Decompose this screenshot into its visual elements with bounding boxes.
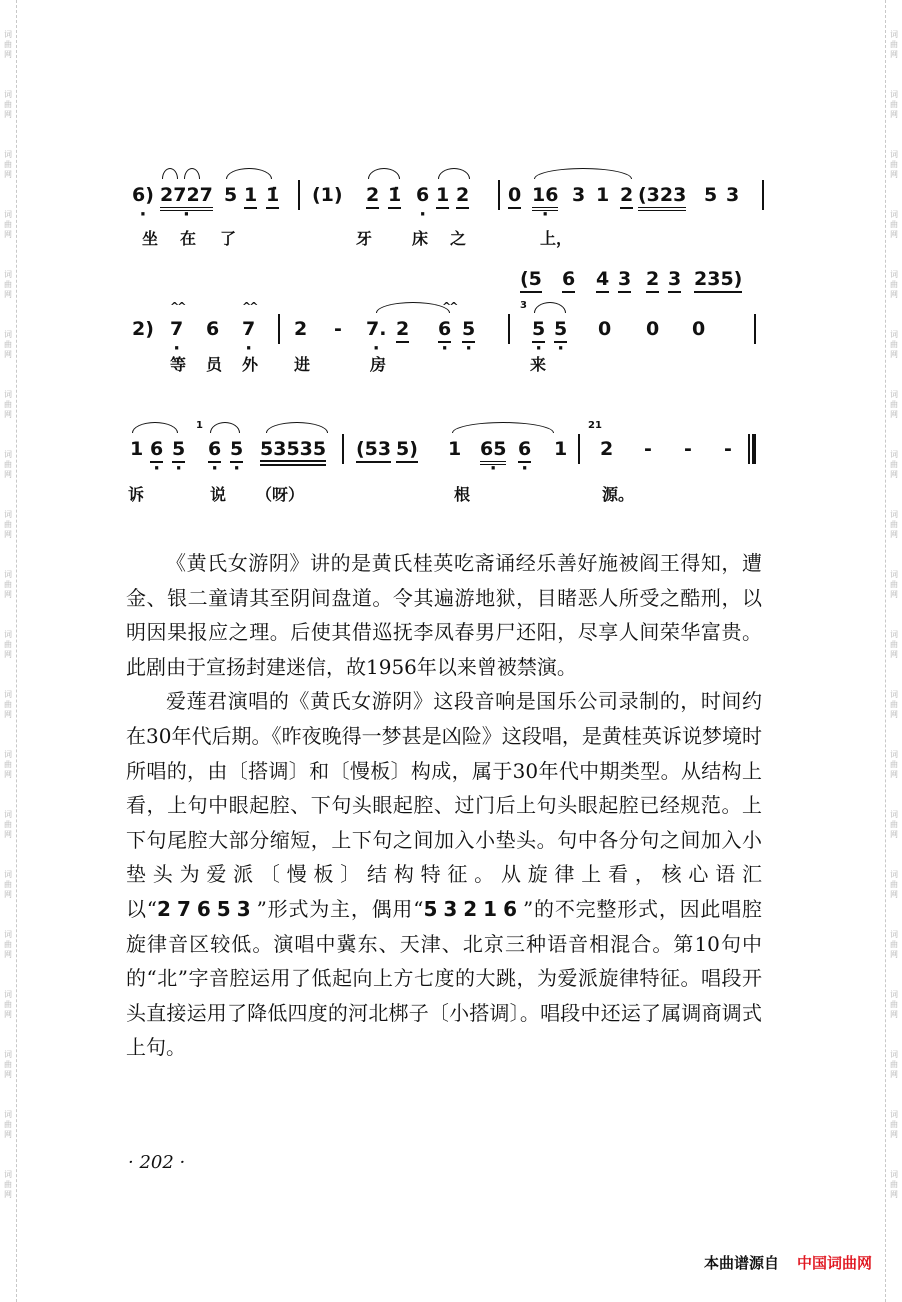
lyrics-row-2 — [126, 352, 766, 376]
score-note: 7 · — [242, 318, 255, 340]
score-note: 5 · — [532, 318, 545, 343]
watermark-text: 词曲网 — [890, 630, 898, 659]
lyric-char: 进 — [294, 355, 311, 374]
watermark-text: 词曲网 — [890, 510, 898, 539]
bar-line — [754, 314, 756, 344]
score-note: 2 — [620, 184, 633, 209]
watermark-text: 词曲网 — [890, 750, 898, 779]
lyrics-row-3 — [126, 482, 766, 506]
score-note: (53 — [356, 438, 391, 463]
notation-row-3 — [126, 420, 766, 472]
watermark-text: 词曲网 — [4, 30, 12, 59]
score-note: 3 — [668, 268, 681, 293]
watermark-text: 词曲网 — [4, 690, 12, 719]
score-note: - — [644, 438, 652, 460]
score-note: 1 — [554, 438, 568, 460]
lyric-char: 外 — [242, 355, 259, 374]
watermark-text: 词曲网 — [890, 30, 898, 59]
watermark-text: 词曲网 — [890, 210, 898, 239]
score-note: 6 · — [150, 438, 163, 463]
lyrics-row-1 — [126, 226, 766, 250]
watermark-text: 词曲网 — [4, 450, 12, 479]
bar-line — [298, 180, 300, 210]
final-bar-line — [748, 434, 756, 464]
watermark-text: 词曲网 — [4, 570, 12, 599]
score-note: 16 · — [532, 184, 558, 211]
lyric-char: 诉 — [128, 485, 145, 504]
grace-note: 21 — [588, 420, 602, 431]
paragraph-2-part-b: ”形式为主，偶用“ — [256, 896, 424, 921]
score-note: 2) — [132, 318, 154, 340]
watermark-text: 词曲网 — [890, 1110, 898, 1139]
watermark-text: 词曲网 — [890, 990, 898, 1019]
score-note: 7 · — [170, 318, 183, 340]
score-note: (323 — [638, 184, 686, 211]
watermark-text: 词曲网 — [4, 990, 12, 1019]
watermark-text: 词曲网 — [890, 930, 898, 959]
score-note: 5 — [224, 184, 238, 206]
notation-row-2 — [126, 300, 766, 352]
accent-mark: ^^ — [242, 300, 257, 313]
watermark-text: 词曲网 — [4, 510, 12, 539]
watermark-text: 词曲网 — [890, 450, 898, 479]
watermark-text: 词曲网 — [4, 630, 12, 659]
lyric-char: （呀） — [256, 485, 305, 504]
score-note: 6 · — [208, 438, 221, 463]
score-note: 235) — [694, 268, 742, 293]
score-note: 6 — [206, 318, 220, 340]
page-number: · 202 · — [128, 1152, 186, 1173]
lyric-char: 坐 — [142, 229, 159, 248]
watermark-text: 词曲网 — [4, 90, 12, 119]
score-note: 2 — [396, 318, 409, 343]
watermark-text: 词曲网 — [4, 870, 12, 899]
accent-mark: ^^ — [442, 300, 457, 313]
slur-mark — [266, 422, 328, 433]
notation-row-1 — [126, 178, 766, 218]
watermark-text: 词曲网 — [4, 930, 12, 959]
watermark-text: 词曲网 — [4, 270, 12, 299]
motif-code-2: 53216 — [423, 896, 524, 921]
motif-code-1: 27653 — [157, 896, 257, 921]
score-note: 5 · — [230, 438, 243, 463]
footer-site-link[interactable]: 中国词曲网 — [796, 1254, 872, 1272]
watermark-text: 词曲网 — [890, 330, 898, 359]
score-note: 0 — [646, 318, 660, 340]
watermark-text: 词曲网 — [890, 810, 898, 839]
watermark-text: 词曲网 — [4, 390, 12, 419]
score-note: - — [684, 438, 692, 460]
lyric-char: 之 — [450, 229, 467, 248]
paragraph-2 — [126, 684, 762, 1065]
lyric-char: 在 — [180, 229, 197, 248]
score-note: 2 — [646, 268, 659, 293]
score-note: 1 — [436, 184, 449, 209]
bar-line — [498, 180, 500, 210]
score-note: 1 — [448, 438, 462, 460]
watermark-text: 词曲网 — [890, 1170, 898, 1199]
score-note: 3 — [572, 184, 586, 206]
score-note: 2 — [456, 184, 469, 209]
watermark-text: 词曲网 — [890, 570, 898, 599]
score-note: 2 — [294, 318, 308, 340]
left-watermark-strip — [0, 0, 17, 1302]
score-note: 0 — [692, 318, 706, 340]
slur-mark — [162, 168, 178, 179]
watermark-text: 词曲网 — [890, 690, 898, 719]
lyric-char: 上， — [540, 229, 573, 248]
grace-note: 1 — [196, 420, 203, 431]
accompaniment-row — [126, 262, 766, 292]
lyric-char: 了 — [220, 229, 237, 248]
lyric-char: 来 — [530, 355, 547, 374]
lyric-char: 房 — [370, 355, 387, 374]
right-watermark-strip — [885, 0, 902, 1302]
score-note: 3 — [726, 184, 740, 206]
watermark-text: 词曲网 — [4, 750, 12, 779]
watermark-text: 词曲网 — [4, 210, 12, 239]
watermark-text: 词曲网 — [890, 1050, 898, 1079]
watermark-text: 词曲网 — [4, 1170, 12, 1199]
bar-line — [278, 314, 280, 344]
footer-source-label: 本曲谱源自 — [703, 1254, 779, 1272]
slur-mark — [534, 302, 566, 313]
commentary-text — [126, 546, 762, 1065]
slur-mark — [132, 422, 178, 433]
score-note: 4 — [596, 268, 609, 293]
watermark-text: 词曲网 — [4, 810, 12, 839]
watermark-text: 词曲网 — [890, 90, 898, 119]
bar-line — [508, 314, 510, 344]
bar-line — [762, 180, 764, 210]
slur-mark — [376, 302, 450, 313]
score-note: 6 · — [438, 318, 451, 343]
score-note: (5 — [520, 268, 542, 293]
bar-line — [578, 434, 580, 464]
score-note: 6) · — [132, 184, 154, 206]
score-note: 1̇ — [266, 184, 279, 209]
score-note: (1) — [312, 184, 343, 206]
lyric-char: 说 — [210, 485, 227, 504]
score-note: 1 — [596, 184, 610, 206]
paragraph-2-part-a: 爱莲君演唱的《黄氏女游阴》这段音响是国乐公司录制的，时间约在30年代后期。《昨夜晚得一梦甚是凶险》这段唱，是黄桂英诉说梦境时所唱的，由〔搭调〕和〔慢板〕构成，属于30年代中期类型。从结构上看，上句中眼起腔、下句头眼起腔、过门后上句头眼起腔已经规范。上下句尾腔大部分缩短，上下句之间加入小垫头。句中各分句之间加入小垫头为爱派〔慢板〕结构特征。从旋律上看，核心语汇以“ — [126, 689, 762, 921]
slur-mark — [184, 168, 200, 179]
score-note: 1 — [130, 438, 144, 460]
score-note: 0 — [508, 184, 521, 209]
watermark-text: 词曲网 — [890, 270, 898, 299]
slur-mark — [534, 168, 632, 179]
watermark-text: 词曲网 — [890, 870, 898, 899]
score-note: - — [724, 438, 732, 460]
slur-mark — [452, 422, 554, 433]
bar-line — [342, 434, 344, 464]
paragraph-2-part-c: ”的不完整形式，因此唱腔旋律音区较低。演唱中冀东、天津、北京三种语音相混合。第10句中的“北”字音腔运用了低起向上方七度的大跳，为爱派旋律特征。唱段开头直接运用了降低四度的河北梆子〔小搭调〕。唱段中还运了属调商调式上句。 — [126, 896, 762, 1060]
watermark-text: 词曲网 — [890, 150, 898, 179]
accent-mark: ^^ — [170, 300, 185, 313]
score-note: 5 · — [172, 438, 185, 463]
score-note: 1 — [244, 184, 257, 209]
slur-mark — [438, 168, 470, 179]
paragraph-1: 《黄氏女游阴》讲的是黄氏桂英吃斋诵经乐善好施被阎王得知，遭金、银二童请其至阴间盘道。令其遍游地狱，目睹恶人所受之酷刑，以明因果报应之理。后使其借巡抚李凤春男尸还阳，尽享人间荣华富贵。此剧由于宣扬封建迷信，故1956年以来曾被禁演。 — [126, 551, 762, 679]
score-note: 2727 · — [160, 184, 213, 211]
slur-mark — [368, 168, 400, 179]
slur-mark — [210, 422, 240, 433]
score-note: 1̇ — [388, 184, 401, 209]
lyric-char: 根 — [454, 485, 471, 504]
score-note: 2 — [366, 184, 379, 209]
lyric-char: 床 — [412, 229, 429, 248]
watermark-text: 词曲网 — [890, 390, 898, 419]
score-note: 65 · — [480, 438, 506, 465]
lyric-char: 源。 — [602, 485, 635, 504]
lyric-char: 员 — [206, 355, 223, 374]
lyric-char: 牙 — [356, 229, 373, 248]
score-note: 6 · — [518, 438, 531, 463]
score-note: 3 — [618, 268, 631, 293]
watermark-text: 词曲网 — [4, 1110, 12, 1139]
watermark-text: 词曲网 — [4, 150, 12, 179]
lyric-char: 等 — [170, 355, 187, 374]
score-note: - — [334, 318, 342, 340]
score-note: 0 — [598, 318, 612, 340]
footer-credit — [704, 1252, 872, 1273]
score-note: 6 · — [416, 184, 429, 206]
score-note: 5 — [704, 184, 718, 206]
score-note: 2 — [600, 438, 614, 460]
watermark-text: 词曲网 — [4, 1050, 12, 1079]
score-note: 6 — [562, 268, 575, 293]
score-note: 5 · — [462, 318, 475, 343]
grace-note: 3 — [520, 300, 527, 311]
score-note: 53535 — [260, 438, 326, 466]
watermark-text: 词曲网 — [4, 330, 12, 359]
score-note: 5 · — [554, 318, 567, 343]
score-note: 5) — [396, 438, 418, 463]
slur-mark — [226, 168, 272, 179]
score-note: 7. · — [366, 318, 386, 340]
